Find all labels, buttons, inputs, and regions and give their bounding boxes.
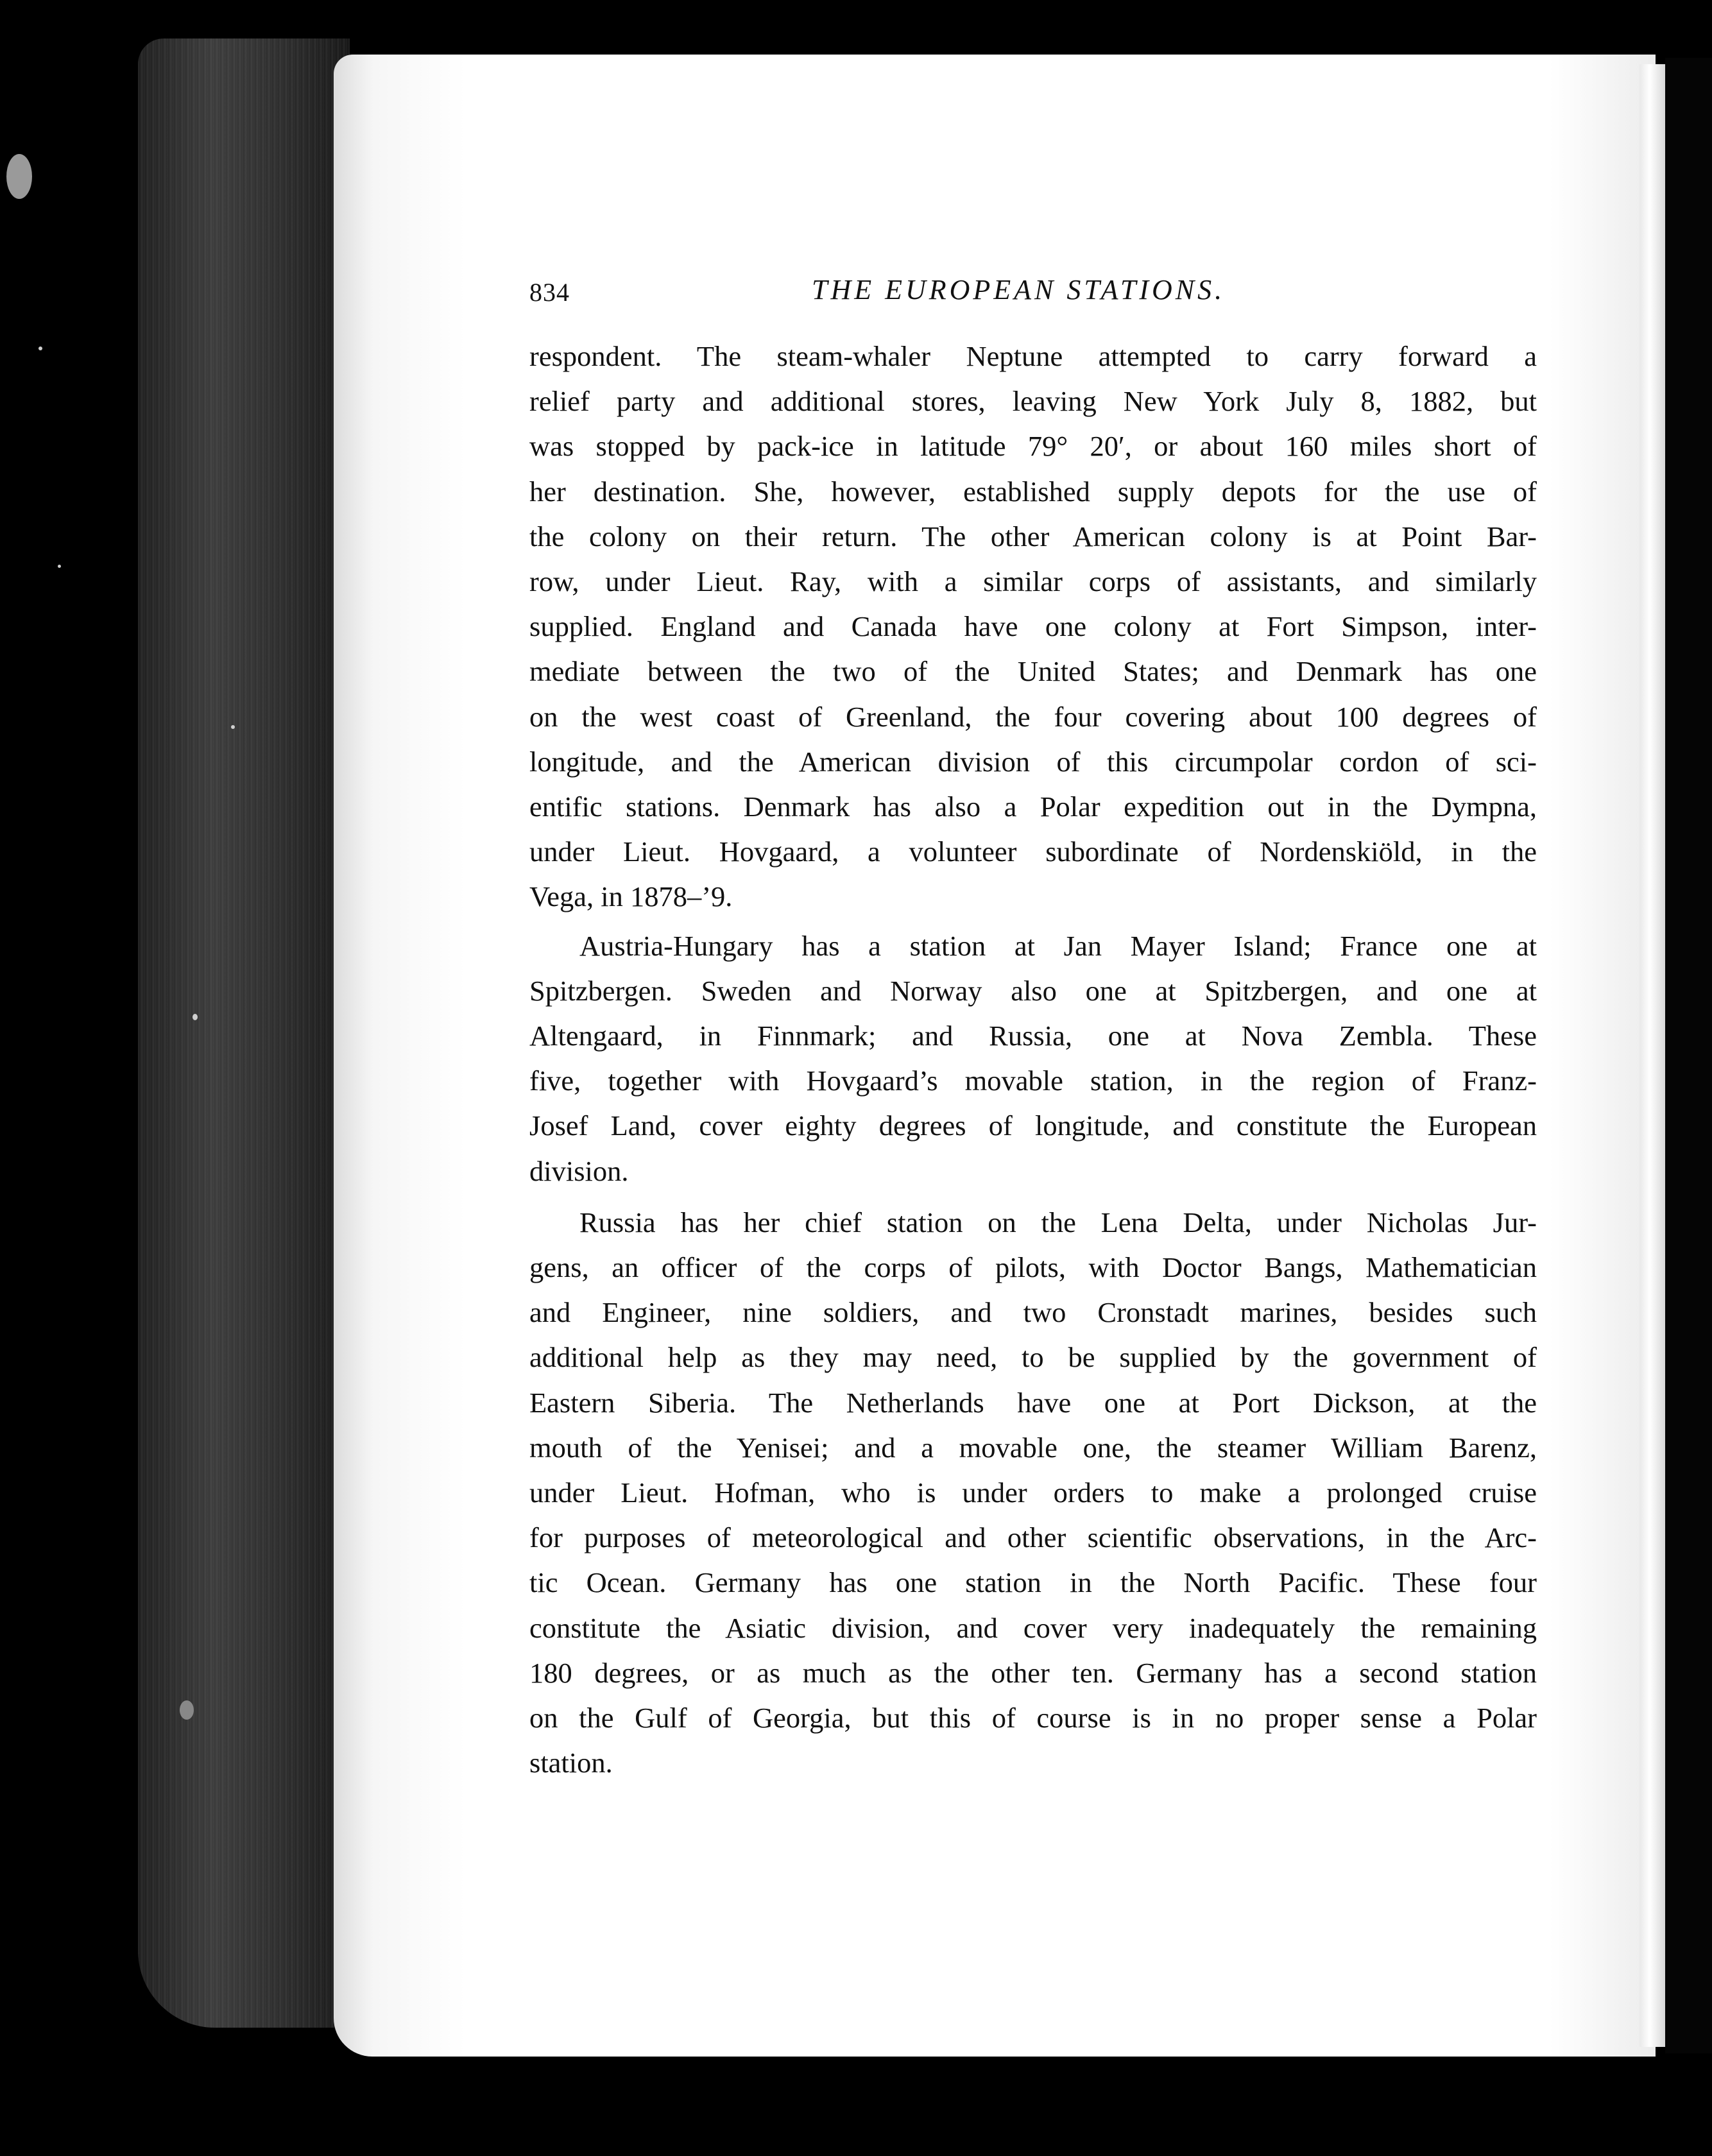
text-line: Josef Land, cover eighty degrees of longitude, and constitute the European [529,1109,1537,1142]
text-line: her destination. She, however, established supply depots for the use of [529,475,1537,508]
text-line: the colony on their return. The other American colony is at Point Bar- [529,520,1537,552]
text-line: was stopped by pack-ice in latitude 79° 20′, or about 160 miles short of [529,430,1537,463]
scan-speck [39,346,42,350]
scan-speck [231,725,235,729]
text-line: mediate between the two of the United States; and Denmark has one [529,655,1537,688]
running-head [529,270,1543,314]
text-line: constitute the Asiatic division, and cover very inadequately the remaining [529,1611,1537,1644]
text-line: mouth of the Yenisei; and a movable one, the steamer William Barenz, [529,1431,1537,1464]
scan-speck [193,1014,198,1020]
text-line: division. [529,1154,629,1187]
text-line: Russia has her chief station on the Lena Delta, under Nicholas Jur- [579,1206,1537,1238]
scan-speck [6,154,32,199]
text-line: additional help as they may need, to be supplied by the government of [529,1341,1537,1374]
scan-speck [180,1700,194,1720]
book-fore-edge [138,38,350,2028]
text-line: respondent. The steam-whaler Neptune attempted to carry forward a [529,340,1537,372]
text-line: station. [529,1747,613,1779]
text-line: tic Ocean. Germany has one station in the North Pacific. These four [529,1566,1537,1599]
right-page-edge [1639,64,1665,2047]
text-line: supplied. England and Canada have one colony at Fort Simpson, inter- [529,610,1537,643]
text-line: and Engineer, nine soldiers, and two Cronstadt marines, besides such [529,1296,1537,1329]
text-line: for purposes of meteorological and other scientific observations, in the Arc- [529,1521,1537,1554]
text-line: five, together with Hovgaard’s movable station, in the region of Franz- [529,1065,1537,1097]
text-line: Eastern Siberia. The Netherlands have one at Port Dickson, at the [529,1386,1537,1419]
text-line: gens, an officer of the corps of pilots, with Doctor Bangs, Mathematician [529,1251,1537,1284]
running-title: THE EUROPEAN STATIONS. [812,274,1226,305]
text-line: Austria-Hungary has a station at Jan Mayer Island; France one at [579,929,1537,962]
text-line: on the west coast of Greenland, the four covering about 100 degrees of [529,700,1537,733]
paragraph [529,923,1537,1194]
right-dark-margin [1665,58,1712,2053]
text-line: Altengaard, in Finnmark; and Russia, one at Nova Zembla. These [529,1020,1537,1052]
text-line: relief party and additional stores, leaving New York July 8, 1882, but [529,385,1537,418]
body-text [529,334,1537,1786]
text-line: Vega, in 1878–’9. [529,880,733,913]
text-line: under Lieut. Hovgaard, a volunteer subordinate of Nordenskiöld, in the [529,835,1537,868]
paragraph [529,1200,1537,1786]
text-line: row, under Lieut. Ray, with a similar corps of assistants, and similarly [529,565,1537,598]
scan-speck [58,565,61,568]
text-line: on the Gulf of Georgia, but this of course is in no proper sense a Polar [529,1702,1537,1734]
text-line: entific stations. Denmark has also a Polar expedition out in the Dympna, [529,791,1537,823]
paragraph [529,334,1537,920]
text-line: 180 degrees, or as much as the other ten. Germany has a second station [529,1656,1537,1689]
text-line: longitude, and the American division of this circumpolar cordon of sci- [529,745,1537,778]
text-line: under Lieut. Hofman, who is under orders to make a prolonged cruise [529,1476,1537,1509]
page-number: 834 [529,278,570,307]
text-line: Spitzbergen. Sweden and Norway also one at Spitzbergen, and one at [529,974,1537,1007]
